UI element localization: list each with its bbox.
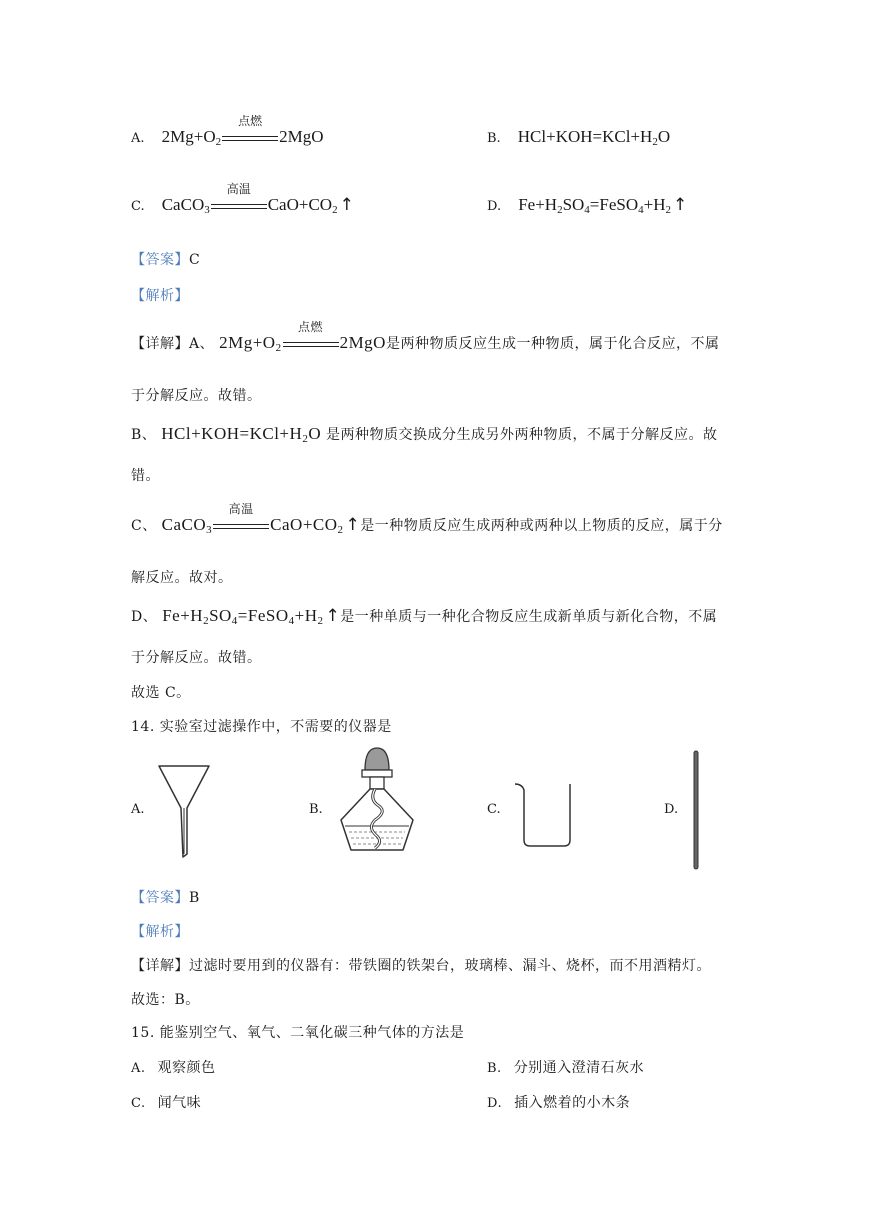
q15-option-d: D. 插入燃着的小木条 [487,1095,631,1111]
q14-detail: 【详解】过滤时要用到的仪器有：带铁圈的铁架台，玻璃棒、漏斗、烧杯，而不用酒精灯。 [131,958,711,974]
q14-option-c-label: C. [487,802,501,817]
option-label: B. [487,131,501,146]
q14-option-d-label: D. [664,802,679,817]
q13-option-a [131,114,324,148]
q13-answer: 【答案】C [131,252,201,268]
q14-answer: 【答案】B [131,890,200,906]
q13-detail-a: 【详解】A、 $2Mg+O_2$ 点燃 2MgO是两种物质反应生成一种物质，属于化合反应，不属 [131,320,720,354]
condition-mark: 高温 [211,197,267,215]
q13-detail-c-cont: 解反应。故对。 [131,570,233,586]
q13-analysis-tag: 【解析】 [131,288,189,304]
q13-detail-c: C、 CaCO$_3$ 高温 $CaO+CO_2$ ↑是一种物质反应生成两种或两种以上物质的反应，属于分 [131,502,723,536]
q13-option-c [131,182,354,216]
q15-option-b: B. 分别通入澄清石灰水 [487,1060,645,1076]
q13-detail-d: D、 $Fe+H_2SO_4=FeSO_4+H_2$ ↑是一种单质与一种化合物反应生成新单质与新化合物，不属 [131,606,718,627]
q14-option-a-label: A. [131,802,145,817]
q15-option-a: A. 观察颜色 [131,1060,216,1076]
q13-detail-d-cont: 于分解反应。故错。 [131,650,262,666]
q15-option-c: C. 闻气味 [131,1095,202,1111]
condition-mark: 点燃 [222,129,278,147]
option-label: D. [487,199,502,214]
glass-rod-icon [691,750,701,870]
q13-detail-b-cont: 错。 [131,468,160,484]
q13-option-b [487,127,670,148]
equation-a: $2Mg+O_2$ 点燃 2MgO [161,114,324,148]
beaker-icon [512,780,578,850]
q14-option-b-label: B. [309,802,323,817]
equation-c: CaCO$_3$ 高温 $CaO+CO_2$ ↑ [161,182,354,216]
q13-detail-a-cont: 于分解反应。故错。 [131,388,262,404]
q14-stem: 14. 实验室过滤操作中，不需要的仪器是 [131,719,392,735]
option-label: A. [131,131,145,146]
option-label: C. [131,199,145,214]
up-arrow-icon: ↑ [673,195,688,215]
funnel-icon [156,762,212,860]
equation-d: $Fe+H_2SO_4=FeSO_4+H_2$ ↑ [518,195,688,216]
q14-conclusion: 故选：B。 [131,992,200,1008]
condition-mark: 高温 [213,517,269,535]
up-arrow-icon: ↑ [339,195,354,215]
condition-mark: 点燃 [283,335,339,353]
q15-stem: 15. 能鉴别空气、氧气、二氧化碳三种气体的方法是 [131,1025,465,1041]
q13-conclusion: 故选 C。 [131,685,191,701]
alcohol-lamp-icon [335,742,419,854]
q13-option-d [487,195,687,216]
q14-analysis-tag: 【解析】 [131,924,189,940]
q13-detail-b: B、 $HCl+KOH=KCl+H_2O$ 是两种物质交换成分生成另外两种物质，不属于分解反应。故 [131,424,718,445]
equation-b: $HCl+KOH=KCl+H_2O$ [517,127,671,148]
